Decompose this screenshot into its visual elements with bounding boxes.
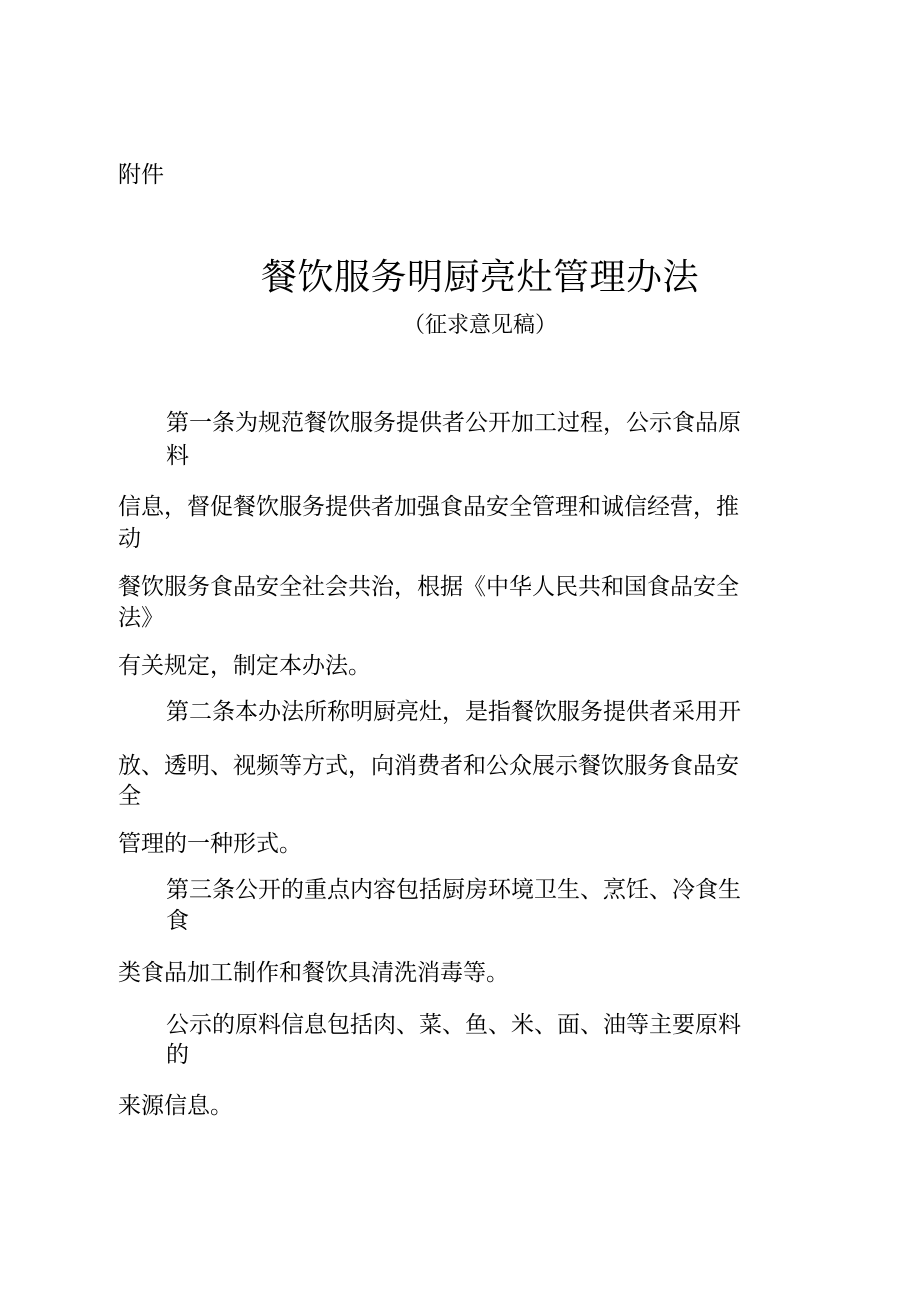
paragraph-line: 料 (166, 443, 189, 469)
attachment-label: 附件 (118, 162, 164, 188)
paragraph-line: 公示的原料信息包括肉、菜、鱼、米、面、油等主要原料 (166, 1012, 741, 1038)
paragraph-line: 信息，督促餐饮服务提供者加强食品安全管理和诚信经营，推 (118, 494, 739, 520)
paragraph-line: 管理的一种形式。 (118, 831, 302, 857)
paragraph-line: 第三条公开的重点内容包括厨房环境卫生、烹饪、冷食生 (166, 877, 741, 903)
paragraph-line: 法》 (118, 605, 164, 631)
paragraph-line: 餐饮服务食品安全社会共治，根据《中华人民共和国食品安全 (118, 574, 739, 600)
paragraph-line: 来源信息。 (118, 1093, 233, 1119)
paragraph-line: 全 (118, 783, 141, 809)
paragraph-line: 食 (166, 908, 189, 934)
paragraph-line: 放、透明、视频等方式，向消费者和公众展示餐饮服务食品安 (118, 753, 739, 779)
paragraph-line: 的 (166, 1042, 189, 1068)
document-title: 餐饮服务明厨亮灶管理办法 (260, 257, 699, 298)
paragraph-line: 有关规定，制定本办法。 (118, 653, 371, 679)
paragraph-line: 动 (118, 526, 141, 552)
paragraph-line: 第二条本办法所称明厨亮灶，是指餐饮服务提供者采用开 (166, 699, 741, 725)
document-subtitle: （征求意见稿） (402, 313, 557, 338)
paragraph-line: 类食品加工制作和餐饮具清洗消毒等。 (118, 960, 509, 986)
paragraph-line: 第一条为规范餐饮服务提供者公开加工过程，公示食品原 (166, 410, 741, 436)
